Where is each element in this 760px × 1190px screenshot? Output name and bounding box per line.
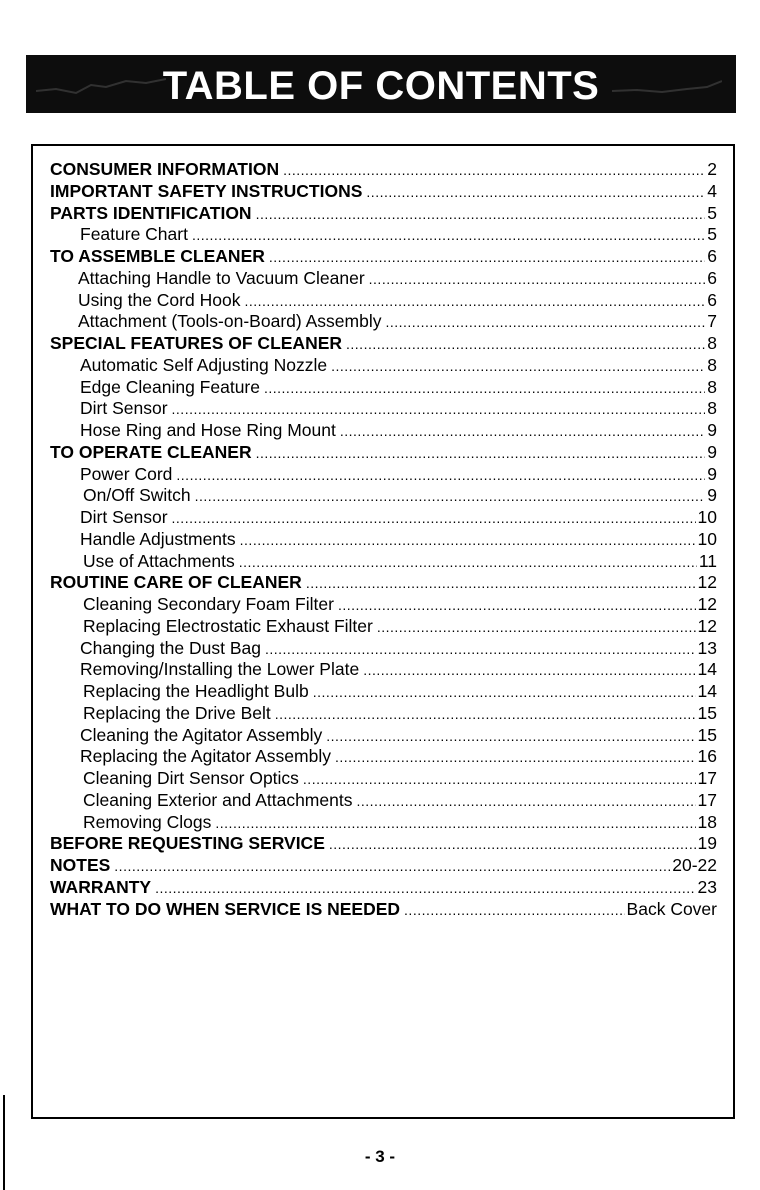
toc-entry bbox=[50, 790, 717, 812]
toc-entry-label: Cleaning the Agitator Assembly bbox=[80, 724, 323, 745]
toc-entry bbox=[50, 899, 717, 921]
toc-entry bbox=[50, 442, 717, 464]
toc-entry-label: Handle Adjustments bbox=[80, 528, 236, 549]
toc-entry-label: TO OPERATE CLEANER bbox=[50, 441, 252, 462]
toc-entry-page: 20-22 bbox=[672, 855, 717, 875]
toc-entry-label: TO ASSEMBLE CLEANER bbox=[50, 246, 265, 266]
toc-entry bbox=[50, 290, 717, 312]
toc-leader-dots bbox=[172, 508, 696, 530]
toc-entry-page: 13 bbox=[697, 637, 717, 658]
decorative-stripes-right bbox=[612, 73, 722, 99]
toc-entry-label: SPECIAL FEATURES OF CLEANER bbox=[50, 333, 343, 353]
toc-leader-dots bbox=[283, 160, 705, 182]
title-banner bbox=[26, 55, 736, 113]
toc-entry-label: WHAT TO DO WHEN SERVICE IS NEEDED bbox=[50, 898, 401, 919]
toc-entry-label: Attaching Handle to Vacuum Cleaner bbox=[78, 267, 365, 288]
toc-entry-page: 12 bbox=[697, 615, 717, 636]
toc-entry-page: 7 bbox=[707, 311, 717, 332]
toc-leader-dots bbox=[313, 682, 696, 704]
toc-entry-label: CONSUMER INFORMATION bbox=[50, 159, 280, 179]
toc-entry-page: 17 bbox=[697, 789, 717, 810]
toc-leader-dots bbox=[369, 269, 706, 291]
toc-entry-page: 2 bbox=[707, 159, 717, 179]
toc-entry-page: 8 bbox=[707, 354, 717, 375]
toc-entry-page: 4 bbox=[707, 180, 717, 201]
toc-entry-label: Replacing the Agitator Assembly bbox=[80, 746, 331, 767]
toc-entry-label: Dirt Sensor bbox=[80, 398, 168, 419]
toc-entry-label: PARTS IDENTIFICATION bbox=[50, 202, 252, 223]
toc-leader-dots bbox=[239, 552, 697, 574]
page-number: - 3 - bbox=[364, 1147, 396, 1166]
toc-leader-dots bbox=[176, 465, 705, 487]
decorative-stripes-left bbox=[36, 73, 166, 99]
toc-entry bbox=[50, 703, 717, 725]
toc-entry bbox=[50, 572, 717, 594]
toc-entry-page: 9 bbox=[707, 463, 717, 484]
toc-entry-page: 14 bbox=[697, 681, 717, 701]
toc-entry-label: Attachment (Tools-on-Board) Assembly bbox=[78, 311, 382, 332]
toc-entry-page: Back Cover bbox=[626, 898, 717, 919]
toc-entry bbox=[50, 746, 717, 768]
toc-entry-page: 10 bbox=[697, 528, 717, 549]
toc-entry-page: 12 bbox=[697, 572, 717, 593]
page-title: TABLE OF CONTENTS bbox=[162, 64, 600, 108]
toc-leader-dots bbox=[265, 639, 696, 661]
toc-entry bbox=[50, 464, 717, 486]
toc-entry-page: 9 bbox=[707, 420, 717, 440]
toc-entry-page: 15 bbox=[697, 702, 717, 723]
toc-entry bbox=[50, 485, 717, 507]
toc-entry bbox=[50, 398, 717, 420]
toc-entry-page: 12 bbox=[697, 594, 717, 614]
toc-entry-label: On/Off Switch bbox=[83, 485, 191, 506]
toc-entry-page: 5 bbox=[707, 202, 717, 223]
toc-entry-label: ROUTINE CARE OF CLEANER bbox=[50, 572, 302, 593]
toc-leader-dots bbox=[264, 378, 705, 400]
toc-entry-label: Replacing the Headlight Bulb bbox=[83, 681, 309, 701]
toc-leader-dots bbox=[114, 856, 670, 878]
toc-entry-page: 9 bbox=[707, 485, 717, 506]
toc-leader-dots bbox=[331, 356, 705, 378]
toc-entry-page: 8 bbox=[707, 398, 717, 419]
toc-entry-label: WARRANTY bbox=[50, 876, 152, 897]
toc-leader-dots bbox=[155, 878, 695, 900]
toc-entry-label: Cleaning Secondary Foam Filter bbox=[83, 594, 334, 614]
toc-entry-page: 11 bbox=[698, 550, 717, 571]
toc-entry-label: Feature Chart bbox=[80, 224, 188, 245]
toc-entry-page: 16 bbox=[697, 746, 717, 767]
toc-entry-label: Hose Ring and Hose Ring Mount bbox=[80, 420, 336, 440]
toc-entry-label: Replacing Electrostatic Exhaust Filter bbox=[83, 615, 373, 636]
toc-leader-dots bbox=[256, 204, 706, 226]
toc-leader-dots bbox=[335, 747, 696, 769]
toc-leader-dots bbox=[172, 399, 706, 421]
toc-leader-dots bbox=[404, 900, 625, 922]
toc-entry bbox=[50, 725, 717, 747]
toc-entry-page: 9 bbox=[707, 441, 717, 462]
toc-entry-page: 6 bbox=[707, 267, 717, 288]
toc-leader-dots bbox=[256, 443, 706, 465]
toc-leader-dots bbox=[192, 225, 705, 247]
toc-entry-label: Automatic Self Adjusting Nozzle bbox=[80, 354, 328, 375]
toc-entry bbox=[50, 768, 717, 790]
toc-entry bbox=[50, 224, 717, 246]
toc-entry-page: 15 bbox=[697, 724, 717, 745]
toc-entry-label: Use of Attachments bbox=[83, 550, 235, 571]
toc-leader-dots bbox=[306, 573, 696, 595]
toc-leader-dots bbox=[338, 595, 696, 617]
toc-leader-dots bbox=[329, 834, 696, 856]
toc-entry bbox=[50, 681, 717, 703]
toc-entry bbox=[50, 616, 717, 638]
toc-entry bbox=[50, 812, 717, 834]
toc-leader-dots bbox=[385, 312, 705, 334]
toc-entry-page: 14 bbox=[697, 659, 717, 680]
toc-entry bbox=[50, 246, 717, 268]
toc-entry bbox=[50, 268, 717, 290]
toc-leader-dots bbox=[356, 791, 695, 813]
toc-entry bbox=[50, 529, 717, 551]
toc-leader-dots bbox=[244, 291, 705, 313]
toc-entry bbox=[50, 181, 717, 203]
toc-entry bbox=[50, 833, 717, 855]
toc-entry bbox=[50, 638, 717, 660]
toc-entry-page: 8 bbox=[707, 333, 717, 353]
toc-entry bbox=[50, 507, 717, 529]
toc-leader-dots bbox=[340, 421, 705, 443]
toc-entry bbox=[50, 551, 717, 573]
toc-entry-page: 8 bbox=[707, 376, 717, 397]
toc-entry-page: 5 bbox=[707, 224, 717, 245]
toc-entry-label: Dirt Sensor bbox=[80, 507, 168, 527]
toc-entry-page: 10 bbox=[697, 507, 717, 527]
toc-entry-label: Power Cord bbox=[80, 463, 173, 484]
toc-entry bbox=[50, 594, 717, 616]
toc-entry bbox=[50, 159, 717, 181]
toc-entry-label: Removing/Installing the Lower Plate bbox=[80, 659, 360, 680]
toc-entry bbox=[50, 203, 717, 225]
toc-leader-dots bbox=[346, 334, 705, 356]
toc-entry bbox=[50, 333, 717, 355]
toc-entry-label: BEFORE REQUESTING SERVICE bbox=[50, 833, 325, 854]
toc-list bbox=[50, 159, 717, 920]
toc-entry-label: Cleaning Dirt Sensor Optics bbox=[83, 768, 299, 788]
toc-entry bbox=[50, 420, 717, 442]
toc-entry-label: Edge Cleaning Feature bbox=[80, 376, 260, 397]
toc-leader-dots bbox=[366, 182, 705, 204]
toc-entry bbox=[50, 659, 717, 681]
toc-entry-page: 18 bbox=[697, 811, 717, 832]
toc-entry-page: 17 bbox=[697, 768, 717, 788]
table-of-contents-box bbox=[31, 144, 735, 1119]
toc-leader-dots bbox=[326, 726, 695, 748]
toc-entry bbox=[50, 355, 717, 377]
toc-entry bbox=[50, 877, 717, 899]
toc-entry-page: 6 bbox=[707, 289, 717, 310]
toc-entry bbox=[50, 377, 717, 399]
toc-entry bbox=[50, 855, 717, 877]
toc-leader-dots bbox=[377, 617, 696, 639]
toc-entry-label: Using the Cord Hook bbox=[78, 289, 241, 310]
toc-leader-dots bbox=[215, 813, 695, 835]
toc-leader-dots bbox=[275, 704, 696, 726]
toc-leader-dots bbox=[269, 247, 705, 269]
toc-leader-dots bbox=[195, 486, 706, 508]
toc-entry-page: 6 bbox=[707, 246, 717, 266]
margin-line bbox=[3, 1095, 5, 1190]
toc-entry-label: NOTES bbox=[50, 855, 111, 875]
toc-entry-label: Replacing the Drive Belt bbox=[83, 702, 271, 723]
toc-leader-dots bbox=[240, 530, 696, 552]
toc-leader-dots bbox=[363, 660, 695, 682]
toc-entry-label: Removing Clogs bbox=[83, 811, 212, 832]
toc-entry-page: 23 bbox=[697, 876, 717, 897]
toc-entry-page: 19 bbox=[697, 833, 717, 854]
toc-entry-label: Cleaning Exterior and Attachments bbox=[83, 789, 353, 810]
toc-leader-dots bbox=[303, 769, 696, 791]
toc-entry-label: Changing the Dust Bag bbox=[80, 637, 261, 658]
toc-entry-label: IMPORTANT SAFETY INSTRUCTIONS bbox=[50, 180, 363, 201]
toc-entry bbox=[50, 311, 717, 333]
